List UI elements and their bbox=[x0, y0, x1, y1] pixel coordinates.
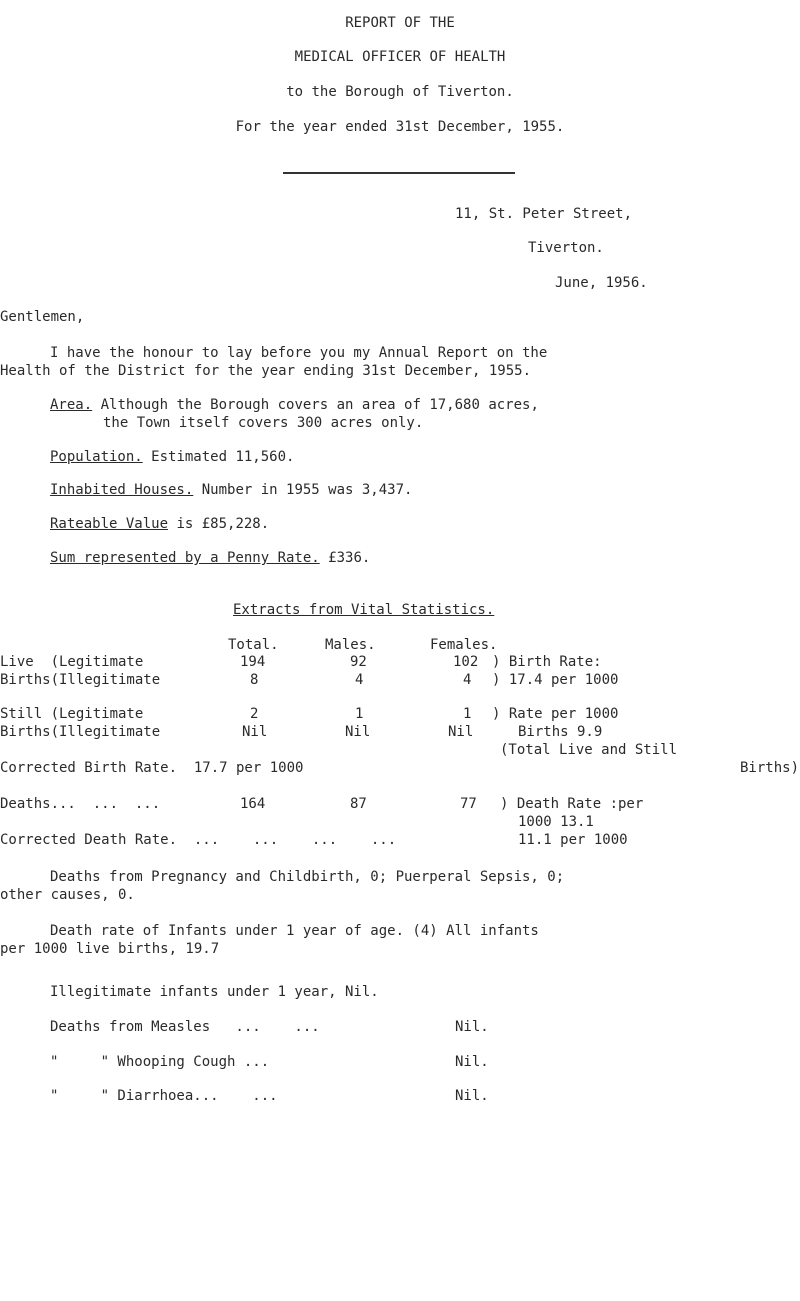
report-year: For the year ended 31st December, 1955. bbox=[235, 119, 565, 135]
report-title: REPORT OF THE bbox=[345, 15, 455, 31]
pregnancy-line-1: Deaths from Pregnancy and Childbirth, 0; Puerperal Sepsis, 0; bbox=[50, 869, 565, 885]
population-text: Estimated 11,560. bbox=[151, 449, 295, 465]
corrected-death-value: 11.1 per 1000 bbox=[518, 832, 628, 848]
houses-line bbox=[50, 481, 412, 499]
live-illegit-males: 4 bbox=[355, 672, 364, 688]
deaths-males: 87 bbox=[350, 796, 367, 812]
deaths-label: Deaths... ... ... bbox=[0, 796, 161, 812]
address-date: June, 1956. bbox=[555, 275, 648, 291]
salutation: Gentlemen, bbox=[0, 309, 85, 325]
still-births-label-2: Births(Illegitimate bbox=[0, 724, 161, 740]
header-divider bbox=[283, 172, 515, 174]
report-borough: to the Borough of Tiverton. bbox=[286, 84, 514, 100]
intro-line-1: I have the honour to lay before you my Annual Report on the bbox=[50, 345, 548, 361]
birth-rate-note-2: ) 17.4 per 1000 bbox=[492, 672, 619, 688]
live-births-label-1: Live (Legitimate bbox=[0, 654, 144, 670]
houses-text: Number in 1955 was 3,437. bbox=[201, 482, 413, 498]
still-rate-note-1: ) Rate per 1000 bbox=[492, 706, 619, 722]
live-legit-females: 102 bbox=[453, 654, 479, 670]
penny-label: Sum represented by a Penny Rate. bbox=[50, 550, 320, 566]
death-rate-note-2: 1000 13.1 bbox=[518, 814, 594, 830]
corrected-death-label: Corrected Death Rate. ... ... ... ... bbox=[0, 832, 397, 848]
still-rate-note-2: Births 9.9 bbox=[518, 724, 603, 740]
head-males: Males. bbox=[325, 637, 376, 653]
population-line bbox=[50, 448, 294, 466]
area-text-1: Although the Borough covers an area of 17,680 acres, bbox=[100, 397, 539, 413]
still-illegit-males: Nil bbox=[345, 724, 371, 740]
live-illegit-females: 4 bbox=[463, 672, 472, 688]
cause-whooping-value: Nil. bbox=[455, 1054, 489, 1070]
area-label: Area. bbox=[50, 397, 93, 413]
live-births-label-2: Births(Illegitimate bbox=[0, 672, 161, 688]
illegit-infants-line: Illegitimate infants under 1 year, Nil. bbox=[50, 984, 379, 1000]
live-legit-total: 194 bbox=[240, 654, 266, 670]
area-paragraph bbox=[50, 396, 539, 414]
corrected-birth-rate: Corrected Birth Rate. 17.7 per 1000 bbox=[0, 760, 304, 776]
live-illegit-total: 8 bbox=[250, 672, 259, 688]
cause-whooping-label: " " Whooping Cough ... bbox=[50, 1054, 270, 1070]
head-females: Females. bbox=[430, 637, 498, 653]
pregnancy-line-2: other causes, 0. bbox=[0, 887, 135, 903]
deaths-females: 77 bbox=[460, 796, 477, 812]
extracts-title: Extracts from Vital Statistics. bbox=[233, 602, 495, 618]
rateable-line bbox=[50, 515, 269, 533]
still-legit-males: 1 bbox=[355, 706, 364, 722]
live-legit-males: 92 bbox=[350, 654, 367, 670]
still-illegit-total: Nil bbox=[242, 724, 268, 740]
infant-line-1: Death rate of Infants under 1 year of age. (4) All infants bbox=[50, 923, 539, 939]
houses-label: Inhabited Houses. bbox=[50, 482, 194, 498]
area-text-2: the Town itself covers 300 acres only. bbox=[103, 415, 424, 431]
still-legit-total: 2 bbox=[250, 706, 259, 722]
intro-line-2: Health of the District for the year ending 31st December, 1955. bbox=[0, 363, 532, 379]
death-rate-note-1: ) Death Rate :per bbox=[500, 796, 644, 812]
infant-line-2: per 1000 live births, 19.7 bbox=[0, 941, 220, 957]
rateable-text: is £85,228. bbox=[176, 516, 270, 532]
deaths-total: 164 bbox=[240, 796, 266, 812]
cause-measles-value: Nil. bbox=[455, 1019, 489, 1035]
report-subtitle: MEDICAL OFFICER OF HEALTH bbox=[294, 49, 506, 65]
cause-measles-label: Deaths from Measles ... ... bbox=[50, 1019, 320, 1035]
still-births-label-1: Still (Legitimate bbox=[0, 706, 144, 722]
address-town: Tiverton. bbox=[528, 240, 604, 256]
still-rate-note-4: Births) bbox=[740, 760, 800, 776]
cause-diarrhoea-label: " " Diarrhoea... ... bbox=[50, 1088, 278, 1104]
penny-text: £336. bbox=[328, 550, 371, 566]
still-legit-females: 1 bbox=[463, 706, 472, 722]
head-total: Total. bbox=[228, 637, 279, 653]
still-rate-note-3: (Total Live and Still bbox=[500, 742, 678, 758]
birth-rate-note-1: ) Birth Rate: bbox=[492, 654, 602, 670]
rateable-label: Rateable Value bbox=[50, 516, 169, 532]
population-label: Population. bbox=[50, 449, 143, 465]
still-illegit-females: Nil bbox=[448, 724, 474, 740]
cause-diarrhoea-value: Nil. bbox=[455, 1088, 489, 1104]
penny-line bbox=[50, 549, 370, 567]
address-street: 11, St. Peter Street, bbox=[455, 206, 633, 222]
